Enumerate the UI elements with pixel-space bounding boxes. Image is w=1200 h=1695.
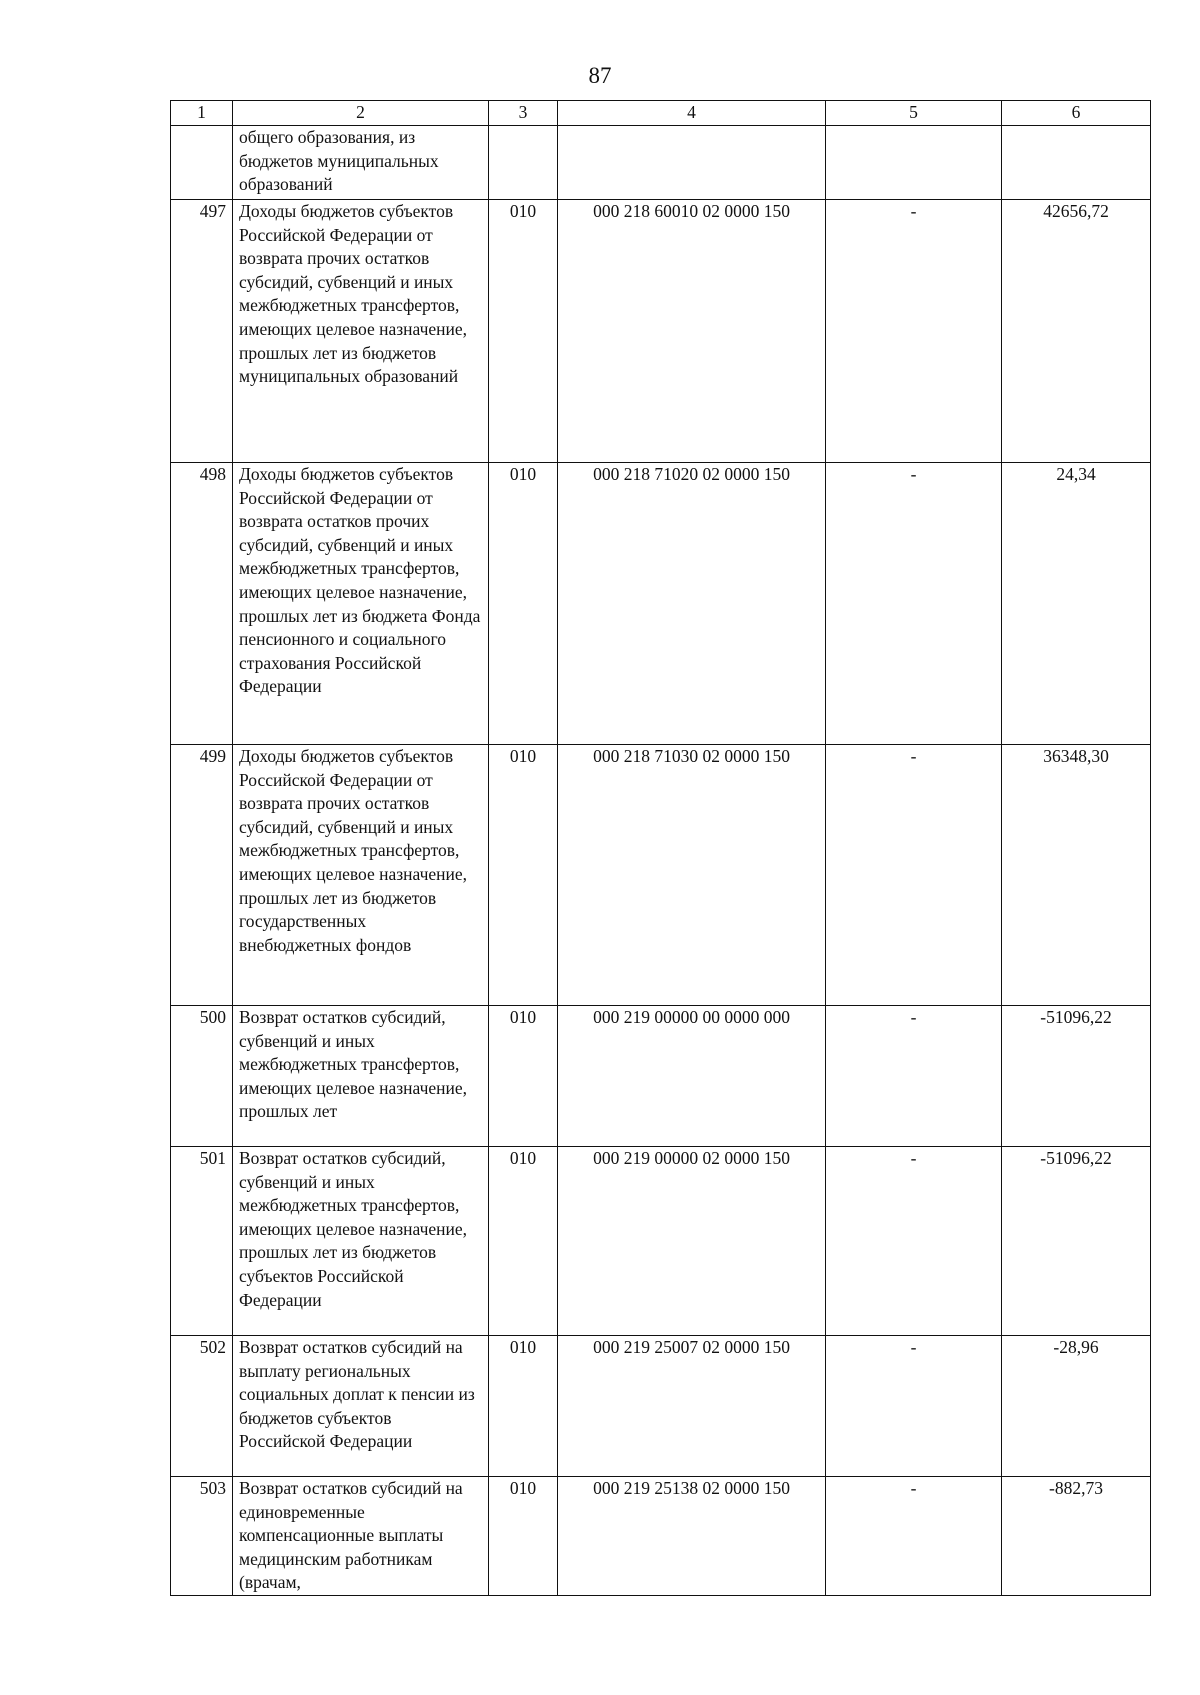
- row-budget-code: 000 218 71020 02 0000 150: [558, 463, 826, 745]
- table-row: [171, 200, 1151, 463]
- row-budget-code: 000 219 25007 02 0000 150: [558, 1336, 826, 1477]
- row-name: Возврат остатков субсидий, субвенций и иных межбюджетных трансфертов, имеющих целевое назначение, прошлых лет: [233, 1006, 489, 1147]
- table-row: [171, 1336, 1151, 1477]
- table-row: [171, 126, 1151, 200]
- row-budget-code: 000 219 25138 02 0000 150: [558, 1477, 826, 1596]
- row-col5-value: -: [826, 1477, 1002, 1596]
- row-name: Доходы бюджетов субъектов Российской Федерации от возврата прочих остатков субсидий, субвенций и иных межбюджетных трансфертов, имеющих целевое назначение, прошлых лет из бюджетов муниципальных образований: [233, 200, 489, 463]
- row-number: 503: [171, 1477, 233, 1596]
- row-name: Возврат остатков субсидий на единовременные компенсационные выплаты медицинским работникам (врачам,: [233, 1477, 489, 1596]
- row-name: Доходы бюджетов субъектов Российской Федерации от возврата прочих остатков субсидий, субвенций и иных межбюджетных трансфертов, имеющих целевое назначение, прошлых лет из бюджетов государственных внебюджетных фондов: [233, 745, 489, 1006]
- row-name: Доходы бюджетов субъектов Российской Федерации от возврата остатков прочих субсидий, субвенций и иных межбюджетных трансфертов, имеющих целевое назначение, прошлых лет из бюджета Фонда пенсионного и социального страхования Российской Федерации: [233, 463, 489, 745]
- row-name: Возврат остатков субсидий на выплату региональных социальных доплат к пенсии из бюджетов субъектов Российской Федерации: [233, 1336, 489, 1477]
- row-name: общего образования, из бюджетов муниципальных образований: [233, 126, 489, 200]
- row-admin-code: [489, 126, 558, 200]
- row-admin-code: 010: [489, 745, 558, 1006]
- row-budget-code: 000 218 60010 02 0000 150: [558, 200, 826, 463]
- row-admin-code: 010: [489, 1477, 558, 1596]
- row-name: Возврат остатков субсидий, субвенций и иных межбюджетных трансфертов, имеющих целевое назначение, прошлых лет из бюджетов субъектов Российской Федерации: [233, 1147, 489, 1336]
- header-col-3: 3: [489, 101, 558, 126]
- header-col-1: 1: [171, 101, 233, 126]
- row-col5-value: -: [826, 200, 1002, 463]
- row-number: 502: [171, 1336, 233, 1477]
- row-col6-value: 36348,30: [1002, 745, 1151, 1006]
- row-budget-code: 000 219 00000 00 0000 000: [558, 1006, 826, 1147]
- table-row: [171, 1006, 1151, 1147]
- row-number: 498: [171, 463, 233, 745]
- row-budget-code: 000 219 00000 02 0000 150: [558, 1147, 826, 1336]
- row-col6-value: -28,96: [1002, 1336, 1151, 1477]
- row-admin-code: 010: [489, 1336, 558, 1477]
- row-budget-code: 000 218 71030 02 0000 150: [558, 745, 826, 1006]
- row-col6-value: -882,73: [1002, 1477, 1151, 1596]
- row-col6-value: -51096,22: [1002, 1006, 1151, 1147]
- row-admin-code: 010: [489, 1006, 558, 1147]
- table-row: [171, 1477, 1151, 1596]
- row-col5-value: [826, 126, 1002, 200]
- row-number: [171, 126, 233, 200]
- row-admin-code: 010: [489, 1147, 558, 1336]
- budget-revenue-table: [170, 100, 1151, 1596]
- header-col-4: 4: [558, 101, 826, 126]
- page-number: 87: [588, 63, 612, 88]
- header-col-6: 6: [1002, 101, 1151, 126]
- row-col6-value: 24,34: [1002, 463, 1151, 745]
- table-header-row: [171, 101, 1151, 126]
- row-number: 497: [171, 200, 233, 463]
- row-col5-value: -: [826, 1336, 1002, 1477]
- header-col-5: 5: [826, 101, 1002, 126]
- header-col-2: 2: [233, 101, 489, 126]
- row-number: 501: [171, 1147, 233, 1336]
- row-col5-value: -: [826, 1006, 1002, 1147]
- row-number: 500: [171, 1006, 233, 1147]
- row-admin-code: 010: [489, 463, 558, 745]
- table-row: [171, 463, 1151, 745]
- row-number: 499: [171, 745, 233, 1006]
- row-budget-code: [558, 126, 826, 200]
- table-row: [171, 745, 1151, 1006]
- row-admin-code: 010: [489, 200, 558, 463]
- row-col5-value: -: [826, 463, 1002, 745]
- row-col6-value: [1002, 126, 1151, 200]
- row-col5-value: -: [826, 1147, 1002, 1336]
- row-col5-value: -: [826, 745, 1002, 1006]
- row-col6-value: 42656,72: [1002, 200, 1151, 463]
- row-col6-value: -51096,22: [1002, 1147, 1151, 1336]
- table-row: [171, 1147, 1151, 1336]
